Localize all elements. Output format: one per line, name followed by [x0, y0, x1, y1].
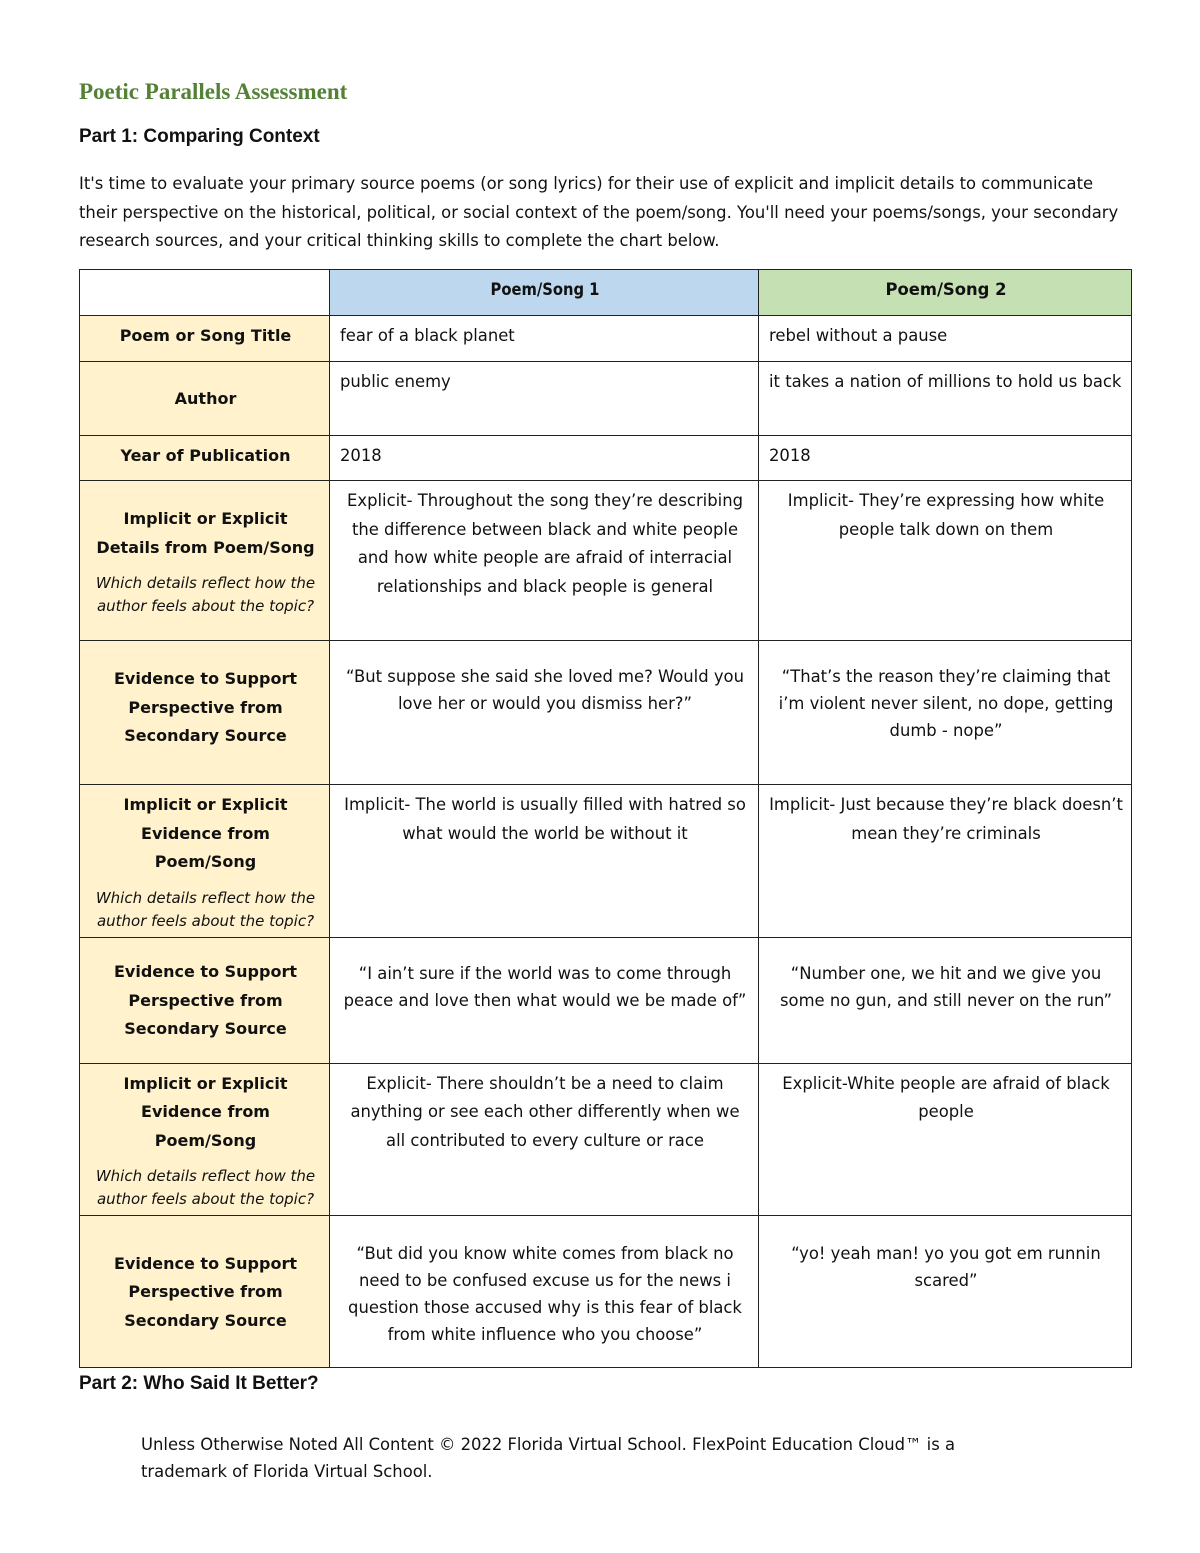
row-label: [80, 481, 330, 641]
poem2-cell[interactable]: rebel without a pause: [759, 316, 1132, 362]
table-row: [80, 316, 1132, 362]
row-label: [80, 1063, 330, 1216]
poem2-cell[interactable]: Explicit-White people are afraid of black people: [759, 1063, 1132, 1216]
row-label: [80, 937, 330, 1063]
row-label-text: Evidence to Support Perspective from Secondary Source: [113, 962, 297, 1039]
table-row: [80, 1063, 1132, 1216]
table-row: [80, 436, 1132, 481]
header-blank-cell: [80, 270, 330, 316]
row-label-text: Implicit or Explicit Evidence from Poem/Song: [123, 795, 288, 871]
row-label-prompt: Which details reflect how the author feels about the topic?: [95, 574, 316, 615]
header-poem-song-2: Poem/Song 2: [759, 270, 1132, 316]
poem1-cell[interactable]: “I ain’t sure if the world was to come through peace and love then what would we be made of”: [330, 937, 759, 1063]
copyright-footer: Unless Otherwise Noted All Content © 2022 Florida Virtual School. FlexPoint Education Cloud™ is a trademark of Florida Virtual School.: [141, 1435, 956, 1481]
row-label-text: Poem or Song Title: [119, 326, 292, 345]
poem2-cell[interactable]: “yo! yeah man! yo you got em runnin scared”: [759, 1216, 1132, 1368]
row-label-prompt: Which details reflect how the author feels about the topic?: [95, 1167, 316, 1208]
poem1-cell[interactable]: public enemy: [330, 362, 759, 436]
row-label: [80, 316, 330, 362]
row-label-text: Implicit or Explicit Evidence from Poem/Song: [123, 1073, 288, 1150]
poem1-cell[interactable]: Implicit- The world is usually filled with hatred so what would the world be without it: [330, 785, 759, 938]
poem2-cell[interactable]: “Number one, we hit and we give you some no gun, and still never on the run”: [759, 937, 1132, 1063]
row-label: [80, 785, 330, 938]
table-row: [80, 362, 1132, 436]
poem2-cell[interactable]: 2018: [759, 436, 1132, 481]
table-row: [80, 937, 1132, 1063]
row-label: [80, 362, 330, 436]
poem1-cell[interactable]: “But did you know white comes from black no need to be confused excuse us for the news i question those accused why is this fear of black from white influence who you choose”: [330, 1216, 759, 1368]
poem2-cell[interactable]: “That’s the reason they’re claiming that i’m violent never silent, no dope, getting dumb - nope”: [759, 641, 1132, 785]
part1-heading: Part 1: Comparing Context: [79, 126, 320, 147]
document-title: Poetic Parallels Assessment: [79, 79, 348, 104]
part2-heading: Part 2: Who Said It Better?: [79, 1373, 319, 1394]
chart-header-row: [80, 270, 1132, 316]
row-label-text: Evidence to Support Perspective from Secondary Source: [113, 669, 297, 745]
row-label-text: Year of Publication: [120, 446, 291, 465]
table-row: [80, 785, 1132, 938]
poem2-cell[interactable]: it takes a nation of millions to hold us back: [759, 362, 1132, 436]
poem1-cell[interactable]: 2018: [330, 436, 759, 481]
row-label: [80, 1216, 330, 1368]
row-label-text: Evidence to Support Perspective from Secondary Source: [113, 1253, 297, 1330]
table-row: [80, 641, 1132, 785]
poem1-cell[interactable]: “But suppose she said she loved me? Would you love her or would you dismiss her?”: [330, 641, 759, 785]
poem1-cell[interactable]: Explicit- There shouldn’t be a need to claim anything or see each other differently when we all contributed to every culture or race: [330, 1063, 759, 1216]
table-row: [80, 481, 1132, 641]
row-label: [80, 641, 330, 785]
row-label-text: Implicit or Explicit Details from Poem/Song: [96, 509, 315, 557]
header-poem-song-1: Poem/Song 1: [330, 270, 759, 316]
row-label-prompt: Which details reflect how the author feels about the topic?: [95, 888, 316, 930]
poem1-cell[interactable]: fear of a black planet: [330, 316, 759, 362]
table-row: [80, 1216, 1132, 1368]
intro-paragraph: It's time to evaluate your primary source poems (or song lyrics) for their use of explicit and implicit details to communicate their perspective on the historical, political, or social context of the poem/song. You'll need your poems/songs, your secondary research sources, and your critical thinking skills to complete the chart below.: [79, 174, 1119, 250]
poem1-cell[interactable]: Explicit- Throughout the song they’re describing the difference between black and white people and how white people are afraid of interracial relationships and black people is general: [330, 481, 759, 641]
poem2-cell[interactable]: Implicit- They’re expressing how white people talk down on them: [759, 481, 1132, 641]
comparison-chart: [79, 269, 1132, 1368]
poem2-cell[interactable]: Implicit- Just because they’re black doesn’t mean they’re criminals: [759, 785, 1132, 938]
row-label: [80, 436, 330, 481]
row-label-text: Author: [174, 389, 237, 409]
